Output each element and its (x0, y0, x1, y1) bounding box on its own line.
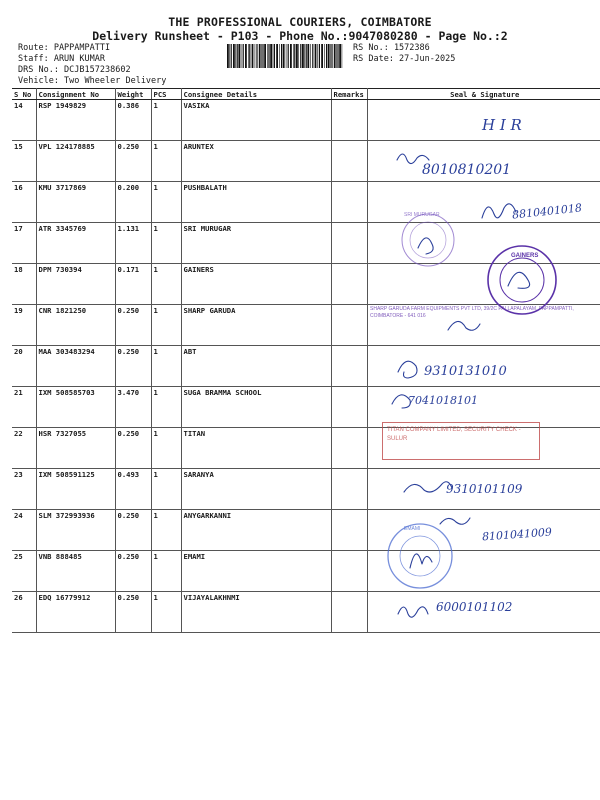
table-row (12, 551, 600, 592)
barcode-bar (261, 44, 262, 68)
row-sno: 20 (12, 346, 36, 387)
barcode-bar (262, 44, 263, 68)
runsheet-subtitle: Delivery Runsheet - P103 - Phone No.:9047080280 - Page No.:2 (92, 29, 508, 43)
row-consignee: SARANYA (181, 469, 331, 510)
barcode-bar (279, 44, 280, 68)
row-consignee: SUGA BRAMMA SCHOOL (181, 387, 331, 428)
row-remarks (331, 223, 367, 264)
row-weight: 0.386 (115, 100, 151, 141)
barcode-bar (337, 44, 338, 68)
barcode-bar (241, 44, 242, 68)
row-signature-cell (367, 428, 600, 469)
row-weight: 0.250 (115, 346, 151, 387)
row-remarks (331, 182, 367, 223)
col-sno: S No (12, 89, 36, 100)
table-row (12, 387, 600, 428)
barcode-bar (294, 44, 295, 68)
row-pcs: 1 (151, 305, 181, 346)
row-sno: 15 (12, 141, 36, 182)
table-row (12, 264, 600, 305)
barcode-bar (300, 44, 301, 68)
row-weight: 0.250 (115, 428, 151, 469)
row-weight: 0.250 (115, 551, 151, 592)
barcode-bar (283, 44, 285, 68)
row-signature-cell (367, 346, 600, 387)
barcode-bar (256, 44, 257, 68)
row-consignment: EDQ 16779912 (36, 592, 115, 633)
staff-label: Staff: ARUN KUMAR (18, 54, 105, 64)
rs-date: RS Date: 27-Jun-2025 (353, 54, 456, 64)
row-sno: 19 (12, 305, 36, 346)
row-consignment: RSP 1949829 (36, 100, 115, 141)
table-row (12, 469, 600, 510)
row-pcs: 1 (151, 100, 181, 141)
barcode-bar (306, 44, 307, 68)
barcode-bar (339, 44, 341, 68)
row-consignment: SLM 372993936 (36, 510, 115, 551)
row-sno: 26 (12, 592, 36, 633)
row-sno: 17 (12, 223, 36, 264)
barcode-bar (331, 44, 332, 68)
row-consignee: EMAMI (181, 551, 331, 592)
row-sno: 14 (12, 100, 36, 141)
signature-row-15: 8010810201 (422, 162, 512, 178)
table-header (12, 89, 600, 100)
barcode-bar (330, 44, 331, 68)
drs-label: DRS No.: DCJB157238602 (18, 65, 131, 75)
row-signature-cell (367, 223, 600, 264)
table-row (12, 592, 600, 633)
barcode-bar (255, 44, 256, 68)
row-weight: 0.250 (115, 510, 151, 551)
col-signature: Seal & Signature (367, 89, 600, 100)
barcode-bar (259, 44, 261, 68)
barcode-bar (334, 44, 336, 68)
row-sno: 21 (12, 387, 36, 428)
row-remarks (331, 592, 367, 633)
barcode-bar (233, 44, 235, 68)
row-remarks (331, 141, 367, 182)
barcode-bar (302, 44, 304, 68)
row-sno: 24 (12, 510, 36, 551)
row-weight: 3.470 (115, 387, 151, 428)
titan-stamp: TITAN COMPANY LIMITED, SECURITY CHECK - SULUR (387, 427, 521, 442)
barcode-bar (267, 44, 268, 68)
row-pcs: 1 (151, 182, 181, 223)
barcode-bar (227, 44, 229, 68)
barcode-bar (245, 44, 247, 68)
round-seal-2-text: EMAMI (404, 526, 421, 532)
table-row (12, 141, 600, 182)
row-consignment: DPM 730394 (36, 264, 115, 305)
row-pcs: 1 (151, 223, 181, 264)
row-consignment: IXM 508585703 (36, 387, 115, 428)
barcode-bar (274, 44, 275, 68)
barcode-bar (298, 44, 299, 68)
barcode-bar (273, 44, 274, 68)
barcode-bar (317, 44, 318, 68)
col-remarks: Remarks (331, 89, 367, 100)
row-pcs: 1 (151, 510, 181, 551)
row-weight: 0.493 (115, 469, 151, 510)
barcode-bar (324, 44, 325, 68)
row-signature-cell (367, 510, 600, 551)
barcode-bar (342, 44, 343, 68)
row-remarks (331, 428, 367, 469)
row-signature-cell (367, 141, 600, 182)
barcode-bar (229, 44, 230, 68)
rs-number: RS No.: 1572386 (353, 43, 430, 53)
row-pcs: 1 (151, 346, 181, 387)
row-signature-cell (367, 100, 600, 141)
barcode-bar (328, 44, 330, 68)
row-signature-cell (367, 182, 600, 223)
row-consignee: VIJAYALAKHNMI (181, 592, 331, 633)
barcode-bar (288, 44, 289, 68)
row-consignee: PUSHBALATH (181, 182, 331, 223)
barcode-bar (235, 44, 236, 68)
row-remarks (331, 305, 367, 346)
row-remarks (331, 264, 367, 305)
barcode-bar (264, 44, 266, 68)
route-label: Route: PAPPAMPATTI (18, 43, 111, 53)
row-consignee: GAINERS (181, 264, 331, 305)
table-row (12, 305, 600, 346)
barcode-bar (321, 44, 323, 68)
barcode-bar (319, 44, 320, 68)
table-row (12, 510, 600, 551)
row-remarks (331, 346, 367, 387)
row-pcs: 1 (151, 264, 181, 305)
barcode-bar (310, 44, 311, 68)
vehicle-label: Vehicle: Two Wheeler Delivery (18, 76, 167, 86)
barcode-bar (336, 44, 337, 68)
row-signature-cell (367, 469, 600, 510)
table-row (12, 346, 600, 387)
barcode-bar (290, 44, 292, 68)
row-sno: 23 (12, 469, 36, 510)
barcode-bar (293, 44, 294, 68)
row-signature-cell (367, 592, 600, 633)
row-consignee: SHARP GARUDA (181, 305, 331, 346)
row-consignment: VNB 888485 (36, 551, 115, 592)
row-remarks (331, 510, 367, 551)
barcode-bar (248, 44, 249, 68)
row-consignment: CNR 1821250 (36, 305, 115, 346)
barcode-bar (281, 44, 282, 68)
row-signature-cell (367, 264, 600, 305)
round-seal-1-text: SRI MURUGAR (404, 212, 440, 218)
row-consignee: ABT (181, 346, 331, 387)
barcode-bar (238, 44, 240, 68)
row-weight: 0.250 (115, 141, 151, 182)
row-signature-cell (367, 387, 600, 428)
runsheet-table (12, 88, 600, 633)
row-weight: 0.171 (115, 264, 151, 305)
row-weight: 0.250 (115, 305, 151, 346)
table-row (12, 182, 600, 223)
row-consignee: ARUNTEX (181, 141, 331, 182)
barcode-bar (304, 44, 305, 68)
row-remarks (331, 551, 367, 592)
row-pcs: 1 (151, 551, 181, 592)
barcode-bar (231, 44, 232, 68)
sharp-garuda-stamp: SHARP GARUDA FARM EQUIPMENTS PVT LTD, 39/2C PALLAPALAYAM, PAPPAMPATTI, COIMBATORE - 641 016 (370, 306, 574, 319)
barcode-bar (307, 44, 309, 68)
row-sno: 16 (12, 182, 36, 223)
signature-row-16: 8810401018 (511, 201, 583, 222)
row-pcs: 1 (151, 469, 181, 510)
company-title: THE PROFESSIONAL COURIERS, COIMBATORE (168, 15, 432, 29)
table-row (12, 223, 600, 264)
barcode-bar (249, 44, 250, 68)
row-sno: 22 (12, 428, 36, 469)
signature-row-14: H I R (482, 116, 522, 134)
table-row (12, 428, 600, 469)
row-signature-cell (367, 305, 600, 346)
row-pcs: 1 (151, 592, 181, 633)
row-consignment: IXM 508591125 (36, 469, 115, 510)
row-remarks (331, 469, 367, 510)
row-weight: 0.200 (115, 182, 151, 223)
signature-row-26: 6000101102 (436, 600, 513, 614)
row-weight: 0.250 (115, 592, 151, 633)
barcode-bar (276, 44, 278, 68)
barcode-bar (252, 44, 254, 68)
barcode-bar (326, 44, 327, 68)
barcode-bar (286, 44, 287, 68)
signature-row-24: 8101041009 (481, 525, 553, 544)
row-consignment: MAA 303483294 (36, 346, 115, 387)
barcode-bar (315, 44, 317, 68)
row-sno: 18 (12, 264, 36, 305)
row-consignment: KMU 3717869 (36, 182, 115, 223)
col-consignment: Consignment No (36, 89, 115, 100)
col-consignee: Consignee Details (181, 89, 331, 100)
signature-row-21: 7041018101 (408, 394, 478, 407)
row-signature-cell (367, 551, 600, 592)
gainers-stamp: GAINERS (511, 253, 539, 259)
row-pcs: 1 (151, 387, 181, 428)
row-sno: 25 (12, 551, 36, 592)
row-consignment: HSR 7327055 (36, 428, 115, 469)
barcode-bar (243, 44, 244, 68)
row-weight: 1.131 (115, 223, 151, 264)
col-pcs: PCS (151, 89, 181, 100)
row-consignee: VASIKA (181, 100, 331, 141)
barcode-bar (268, 44, 269, 68)
row-consignment: VPL 124178885 (36, 141, 115, 182)
row-pcs: 1 (151, 428, 181, 469)
barcode-icon (227, 44, 345, 68)
barcode-bar (296, 44, 298, 68)
row-consignee: ANYGARKANNI (181, 510, 331, 551)
row-remarks (331, 387, 367, 428)
signature-row-20: 9310131010 (424, 364, 507, 379)
barcode-bar (270, 44, 272, 68)
row-remarks (331, 100, 367, 141)
row-consignee: TITAN (181, 428, 331, 469)
barcode-bar (312, 44, 313, 68)
row-consignment: ATR 3345769 (36, 223, 115, 264)
row-pcs: 1 (151, 141, 181, 182)
row-consignee: SRI MURUGAR (181, 223, 331, 264)
col-weight: Weight (115, 89, 151, 100)
barcode-bar (237, 44, 238, 68)
table-row (12, 100, 600, 141)
signature-row-23: 9310101109 (446, 482, 523, 496)
